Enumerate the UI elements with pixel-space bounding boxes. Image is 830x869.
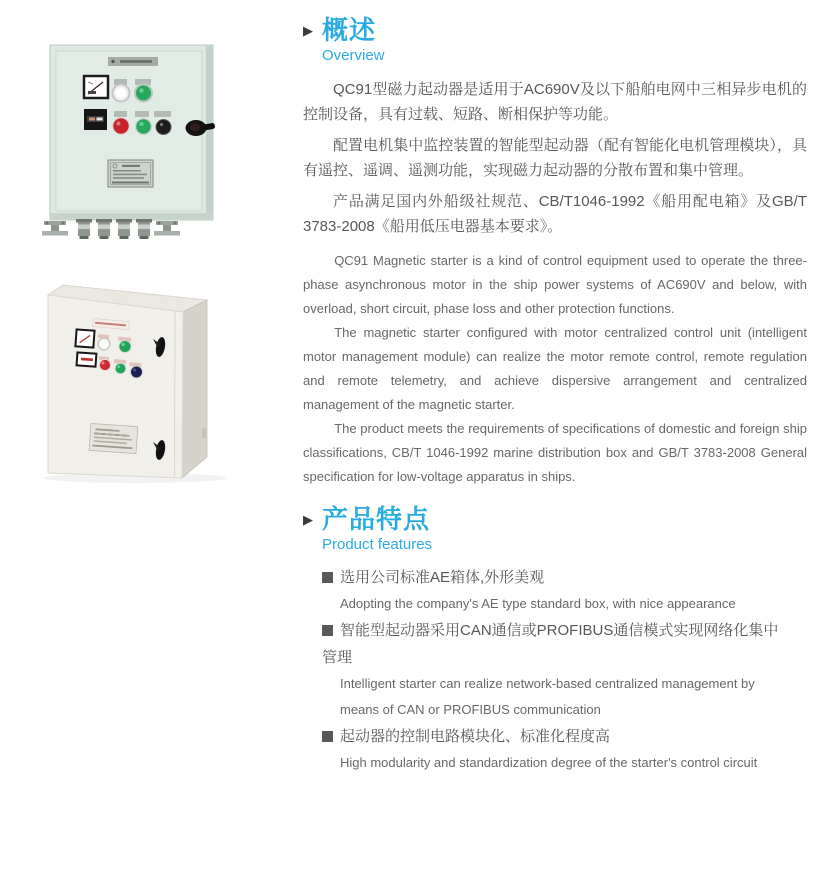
section-marker-icon: ▶	[303, 512, 313, 527]
button-label-strip	[114, 111, 127, 117]
feature-item	[322, 723, 784, 776]
overview-paragraph-zh: 产品满足国内外船级社规范、CB/T1046-1992《船用配电箱》及GB/T 3783-2008《船用低压电器基本要求》。	[303, 193, 807, 235]
section-marker-icon: ▶	[303, 23, 313, 38]
features-list	[303, 564, 784, 776]
feature-bullet-icon	[322, 625, 333, 636]
section-product-features	[303, 505, 807, 776]
features-subtitle-en: Product features	[322, 536, 433, 553]
cabinet-bottom-shade	[50, 213, 213, 220]
overview-paragraph-en: The magnetic starter configured with motor centralized control unit (intelligent motor management module) can realize the motor remote control, remote regulation and remote telemetry, and achieve dispersive arrangement and centralized management of the magnetic starter.	[303, 325, 807, 412]
ammeter	[75, 329, 94, 347]
nameplate	[89, 423, 138, 453]
content-column	[303, 16, 807, 776]
cabinet-perspective-illustration	[35, 278, 255, 488]
feature-text-en: Intelligent starter can realize network-based centralized management by means of CAN or PROFIBUS communication	[340, 676, 755, 717]
red-button	[113, 118, 130, 135]
mounting-bracket-right	[154, 221, 180, 236]
overview-paragraph-zh: 配置电机集中监控装置的智能型起动器（配有智能化电机管理模块），具有遥控、遥调、遥测功能，实现磁力起动器的分散布置和集中管理。	[303, 137, 807, 179]
feature-text-zh	[322, 564, 784, 591]
nameplate	[108, 160, 153, 187]
black-button	[156, 120, 171, 135]
door-seam	[175, 311, 176, 477]
feature-zh-label: 起动器的控制电路模块化、标准化程度高	[340, 728, 611, 745]
nameplate-text-line	[120, 60, 152, 63]
figure-cabinet-perspective	[35, 278, 255, 488]
cabinet-front-illustration	[30, 35, 265, 250]
feature-item	[322, 617, 784, 723]
button-label-strip	[135, 111, 149, 117]
features-header	[303, 505, 807, 533]
feature-item	[322, 564, 784, 617]
cabinet-side-face	[182, 300, 207, 478]
features-title-zh: 产品特点	[322, 504, 431, 534]
feature-zh-label: 选用公司标准AE箱体,外形美观	[340, 569, 545, 586]
red-button	[99, 359, 110, 370]
feature-text-zh	[322, 617, 784, 671]
button-label-strip	[154, 111, 171, 117]
overview-title-zh: 概述	[322, 15, 377, 45]
white-indicator-button	[98, 338, 110, 350]
circuit-breaker	[84, 109, 107, 130]
mounting-bracket-left	[42, 221, 68, 236]
nameplate-dot	[111, 60, 114, 63]
overview-subtitle-en: Overview	[322, 47, 385, 64]
green-button-2	[136, 119, 152, 135]
overview-paragraph-zh: QC91型磁力起动器是适用于AC690V及以下船舶电网中三相异步电机的控制设备，具有过载、短路、断相保护等功能。	[303, 81, 807, 123]
overview-paragraph-en: QC91 Magnetic starter is a kind of control equipment used to operate the three-phase asynchronous motor in the ship power systems of AC690V and below, with overload, short circuit, phase loss and other protection functions.	[303, 253, 807, 316]
white-indicator-button	[113, 85, 130, 102]
feature-text-en: High modularity and standardization degree of the starter's control circuit	[340, 755, 758, 770]
ammeter	[84, 76, 108, 98]
navy-button	[131, 366, 143, 378]
indicator-meter	[77, 352, 97, 366]
cabinet-right-shade	[206, 45, 213, 220]
feature-text-en: Adopting the company's AE type standard box, with nice appearance	[340, 596, 736, 611]
feature-bullet-icon	[322, 572, 333, 583]
green-button-2	[115, 363, 126, 374]
side-vent-detail	[202, 428, 206, 438]
green-button	[119, 341, 131, 353]
cable-glands	[76, 219, 152, 239]
feature-zh-label: 智能型起动器采用CAN通信或PROFIBUS通信模式实现网络化集中管理	[322, 622, 779, 666]
overview-header	[303, 16, 807, 44]
feature-bullet-icon	[322, 731, 333, 742]
green-button	[135, 85, 152, 102]
feature-text-zh	[322, 723, 784, 750]
overview-paragraph-en: The product meets the requirements of specifications of domestic and foreign ship classifications, CB/T 1046-1992 marine distribution box and GB/T 3783-2008 General specification for low-voltage apparatus in ships.	[303, 421, 807, 484]
section-overview	[303, 16, 807, 489]
figure-cabinet-front	[30, 35, 265, 250]
